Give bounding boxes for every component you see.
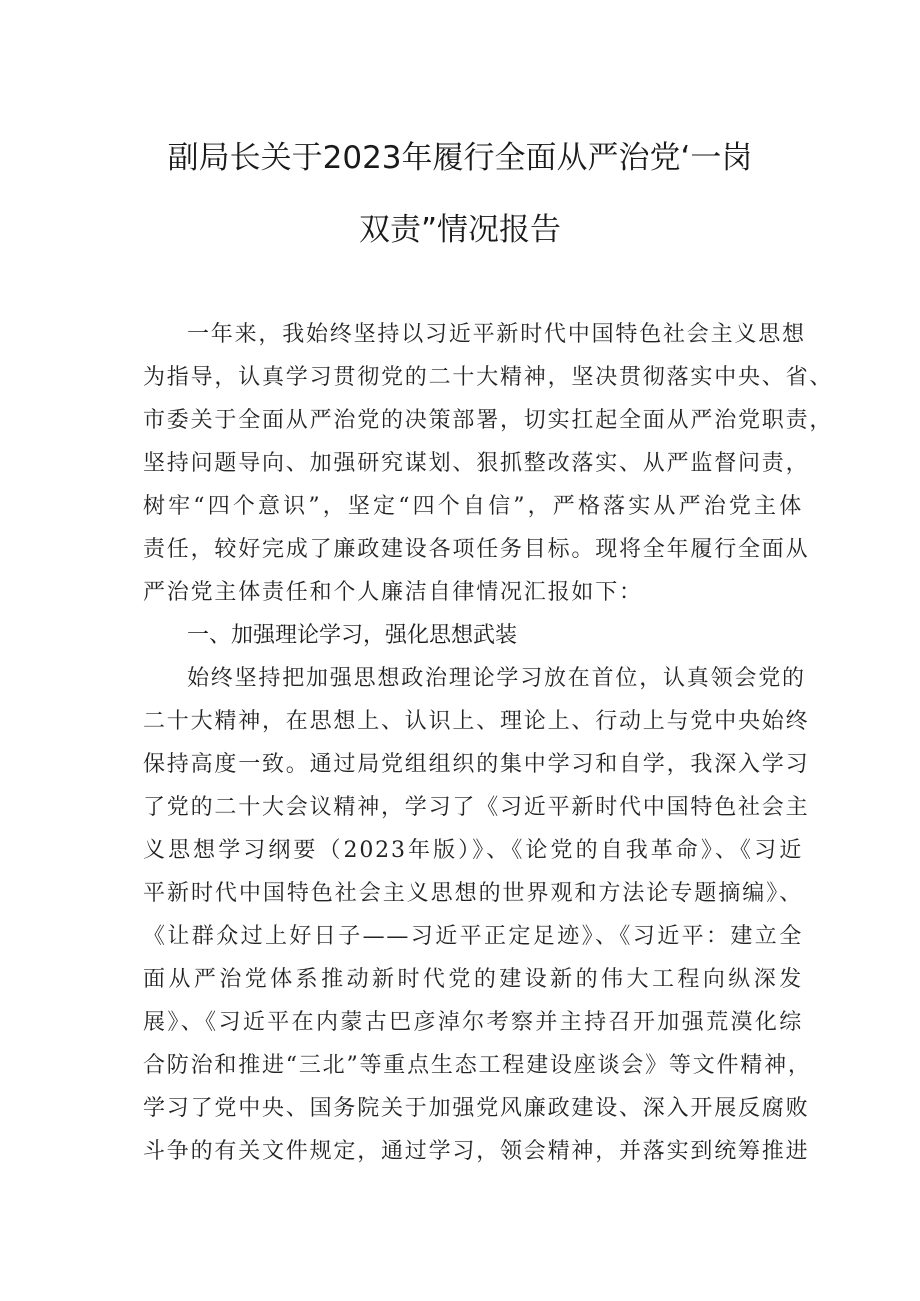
paragraph-2-line: 平新时代中国特色社会主义思想的世界观和方法论专题摘编》、 [143,881,803,906]
paragraph-2-line: 二十大精神，在思想上、认识上、理论上、行动上与党中央始终 [143,709,810,734]
section-heading-1: 一、加强理论学习，强化思想武装 [187,623,518,648]
document-title-line-1: 副局长关于2023年履行全面从严治党‘一岗 [167,140,753,176]
paragraph-2-line: 义思想学习纲要（2023年版）》、《论党的自我革命》、《习近 [143,838,803,863]
paragraph-1-line: 一年来，我始终坚持以习近平新时代中国特色社会主义思想 [187,322,806,347]
paragraph-2-line: 合防治和推进“三北”等重点生态工程建设座谈会》等文件精神， [143,1053,812,1078]
paragraph-2-line: 学习了党中央、国务院关于加强党风廉政建设、深入开展反腐败 [143,1096,810,1121]
paragraph-2-line: 面从严治党体系推动新时代党的建设新的伟大工程向纵深发 [143,967,803,992]
paragraph-1-line: 市委关于全面从严治党的决策部署，切实扛起全面从严治党职责， [143,408,834,433]
paragraph-1-line: 为指导，认真学习贯彻党的二十大精神，坚决贯彻落实中央、省、 [143,365,834,390]
paragraph-2-line: 斗争的有关文件规定，通过学习，领会精神，并落实到统筹推进 [143,1139,810,1164]
paragraph-2-line: 始终坚持把加强思想政治理论学习放在首位，认真领会党的 [187,666,806,691]
paragraph-2-line: 展》、《习近平在内蒙古巴彦淖尔考察并主持召开加强荒漠化综 [143,1010,803,1035]
paragraph-1-line: 坚持问题导向、加强研究谋划、狠抓整改落实、从严监督问责， [143,451,810,476]
document-title-line-2: 双责”情况报告 [358,212,562,248]
paragraph-2-line: 了党的二十大会议精神，学习了《习近平新时代中国特色社会主 [143,795,810,820]
paragraph-2-line: 《让群众过上好日子——习近平正定足迹》、《习近平：建立全 [143,924,803,949]
paragraph-1-line: 责任，较好完成了廉政建设各项任务目标。现将全年履行全面从 [143,537,810,562]
paragraph-1-line: 树牢“四个意识”，坚定“四个自信”，严格落实从严治党主体 [143,494,803,519]
paragraph-2-line: 保持高度一致。通过局党组组织的集中学习和自学，我深入学习 [143,752,810,777]
paragraph-1-line: 严治党主体责任和个人廉洁自律情况汇报如下： [143,580,643,605]
